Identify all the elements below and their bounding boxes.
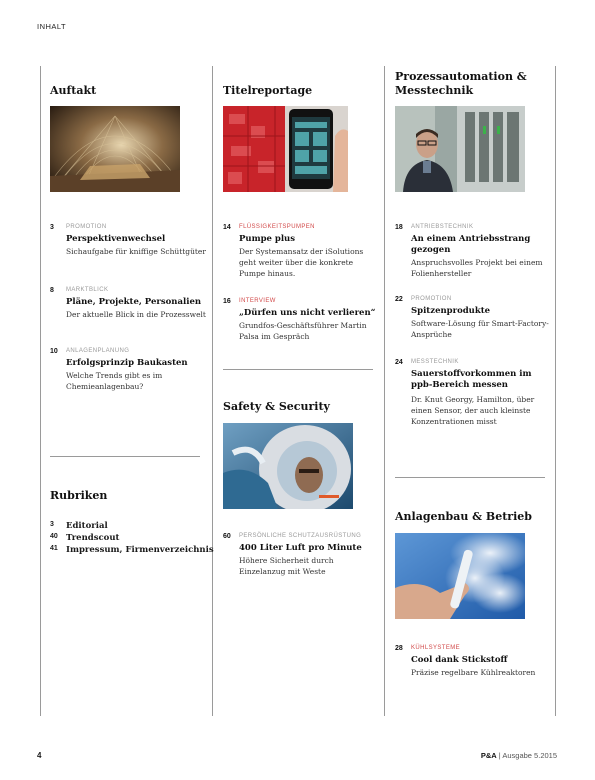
section-title-line: Messtechnik: [395, 84, 474, 97]
column-rule-1: [40, 66, 41, 716]
section-title-titelreportage: Titelreportage: [223, 84, 313, 97]
section-title-anlagenbau: Anlagenbau & Betrieb: [395, 510, 532, 523]
toc-entry[interactable]: [50, 348, 200, 396]
entry-kicker: FLÜSSIGKEITSPUMPEN: [239, 224, 315, 230]
section-title-prozessautomation: [395, 70, 527, 98]
page-number: 22: [395, 296, 403, 303]
footer-issue: [481, 751, 557, 760]
entry-headline: Pumpe plus: [239, 234, 296, 244]
page-number-footer: 4: [37, 751, 42, 760]
entry-desc: Anspruchsvolles Projekt bei einem Folienhersteller: [411, 258, 543, 278]
entry-desc: Der aktuelle Blick in die Prozesswelt: [66, 310, 206, 319]
toc-entry[interactable]: [50, 224, 206, 272]
entry-headline: Spitzenprodukte: [411, 306, 491, 316]
section-divider: [50, 456, 200, 457]
entry-desc: Präzise regelbare Kühlreaktoren: [411, 668, 536, 677]
entry-headline: [411, 369, 551, 391]
page-number: 3: [50, 224, 54, 231]
entry-kicker: MARKTBLICK: [66, 287, 109, 293]
page-number: 41: [50, 545, 58, 552]
entry-headline: Perspektivenwechsel: [66, 234, 166, 244]
toc-entry[interactable]: [395, 296, 549, 344]
page-number: 18: [395, 224, 403, 231]
entry-kicker: PROMOTION: [411, 296, 452, 302]
toc-entry[interactable]: [395, 359, 545, 439]
entry-desc: Software-Lösung für Smart-Factory-Ansprüche: [411, 319, 549, 339]
page-number: 8: [50, 287, 54, 294]
magazine-name: P&A: [480, 751, 497, 760]
entry-headline: „Dürfen uns nicht verlieren“: [239, 308, 376, 318]
entry-kicker: MESSTECHNIK: [411, 359, 459, 365]
page-number: 3: [50, 521, 54, 528]
entry-desc: Welche Trends gibt es im Chemieanlagenbau?: [66, 371, 163, 391]
section-title-auftakt: Auftakt: [50, 84, 97, 97]
page-number: 10: [50, 348, 58, 355]
column-rule-4: [555, 66, 556, 716]
section-divider: [223, 369, 373, 370]
headline-line: gezogen: [411, 245, 451, 255]
entry-desc: Grundfos-Geschäftsführer Martin Palsa im Gespräch: [239, 321, 367, 341]
entry-kicker: KÜHLSYSTEME: [411, 645, 461, 651]
headline-line: An einem Antriebsstrang: [411, 234, 531, 244]
column-rule-3: [384, 66, 385, 716]
toc-entry[interactable]: [395, 645, 545, 685]
entry-kicker: ANLAGENPLANUNG: [66, 348, 130, 354]
entry-headline: Cool dank Stickstoff: [411, 655, 508, 665]
section-title-safety: Safety & Security: [223, 400, 330, 413]
photo-anlagenbau: [395, 533, 525, 619]
entry-desc: Dr. Knut Georgy, Hamilton, über einen Sensor, der auch kleinste Konzentrationen misst: [411, 395, 535, 426]
rubrik-label: Editorial: [66, 521, 108, 531]
headline-line: Sauerstoffvorkommen im: [411, 369, 532, 379]
rubrik-label: Impressum, Firmenverzeichnis: [66, 545, 214, 555]
entry-headline: Pläne, Projekte, Personalien: [66, 297, 202, 307]
toc-entry[interactable]: [50, 287, 206, 335]
entry-headline: Erfolgsprinzip Baukasten: [66, 358, 188, 368]
section-divider: [395, 477, 545, 478]
section-title-line: Prozessautomation &: [395, 70, 527, 83]
page-number: 24: [395, 359, 403, 366]
running-head: INHALT: [37, 22, 67, 31]
toc-entry[interactable]: [395, 224, 545, 284]
toc-entry[interactable]: [223, 533, 373, 581]
page-number: 16: [223, 298, 231, 305]
photo-safety: [223, 423, 353, 509]
headline-line: ppb-Bereich messen: [411, 380, 508, 390]
page-number: 14: [223, 224, 231, 231]
toc-entry[interactable]: [223, 298, 376, 346]
photo-auftakt: [50, 106, 180, 192]
entry-headline: 400 Liter Luft pro Minute: [239, 543, 362, 553]
section-title-rubriken: Rubriken: [50, 489, 108, 502]
entry-kicker: INTERVIEW: [239, 298, 276, 304]
entry-desc: Sichaufgabe für kniffige Schüttgüter: [66, 247, 206, 256]
entry-kicker: PROMOTION: [66, 224, 107, 230]
entry-headline: [411, 234, 551, 256]
column-rule-2: [212, 66, 213, 716]
entry-desc: Der Systemansatz der iSolutions geht weiter über die konkrete Pumpe hinaus.: [239, 247, 364, 278]
rubrik-label: Trendscout: [66, 533, 120, 543]
entry-kicker: PERSÖNLICHE SCHUTZAUSRÜSTUNG: [239, 533, 362, 539]
photo-prozessautomation: [395, 106, 525, 192]
entry-desc: Höhere Sicherheit durch Einzelanzug mit Weste: [239, 556, 334, 576]
photo-titelreportage: [223, 106, 348, 192]
toc-entry[interactable]: [223, 224, 373, 284]
entry-kicker: ANTRIEBSTECHNIK: [411, 224, 474, 230]
page-number: 60: [223, 533, 231, 540]
page-number: 28: [395, 645, 403, 652]
issue-label: | Ausgabe 5.2015: [498, 751, 557, 760]
page-number: 40: [50, 533, 58, 540]
